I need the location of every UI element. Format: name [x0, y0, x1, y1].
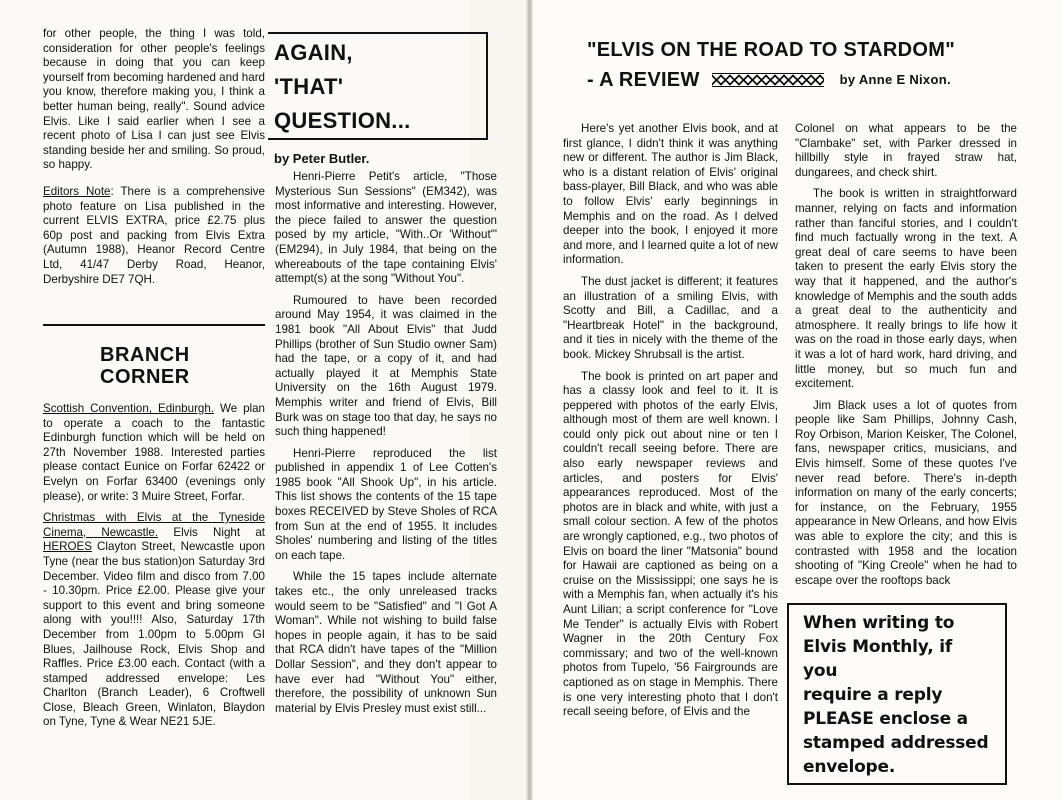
editors-note: [43, 185, 265, 287]
column-review-2: [795, 122, 1017, 595]
paragraph: for other people, the thing I was told, consideration for other people's feelings because in doing that you can keep yourself from becoming hardened and hard you know, therefore making you, I think a better human being, really". Sound advice Elvis. Like I said earlier when I see a recent photo of Lisa I can just see Elvis standing beside her and smiling. So proud, so happy.: [43, 27, 265, 172]
paragraph: Jim Black uses a lot of quotes from people like Sam Phillips, Johnny Cash, Roy Orbison, Marion Keisker, The Colonel, fans, newspaper critics, musicians, and Elvis himself. Some of these quotes I've never read before. There's in-depth information on many of the early concerts; for instance, on the February, 1955 appearance in New Orleans, and how Elvis was able to explore the city; and this is contrasted with 1958 and the location shooting of "King Creole" when he had to escape over the rooftops back: [795, 398, 1017, 587]
zigzag-ornament-icon: [712, 73, 824, 87]
paragraph: Henri-Pierre reproduced the list published in appendix 1 of Lee Cotten's 1985 book "All Shook Up", in his article. This list shows the contents of the 15 tape boxes RECEIVED by Steve Sholes of RCA from Sun at the end of 1955. It includes Sholes' numbering and listing of the titles on each tape.: [275, 446, 497, 562]
scottish-convention-item: [43, 402, 265, 504]
editors-note-text: : There is a comprehensive photo feature on Lisa published in the current ELVIS EXTRA, price £2.75 plus 60p post and packing from Elvis Extra (Autumn 1988), Heanor Record Centre Ltd, 41/47 Derby Road, Heanor, Derbyshire DE7 7QH.: [43, 184, 266, 286]
column-review-1: [563, 122, 778, 727]
reply-notice-text: When writing to Elvis Monthly, if you require a reply PLEASE enclose a stamped addressed envelope.: [803, 613, 989, 777]
again-that-question-title-box: [268, 32, 488, 140]
scottish-heading: Scottish Convention, Edinburgh.: [43, 402, 215, 415]
paragraph: Rumoured to have been recorded around May 1954, it was claimed in the 1981 book "All About Elvis" that Judd Phillips (brother of Sun Studio owner Sam) had the tape, or a copy of it, and had actually played it at Memphis State University on the 16th August 1979. Memphis writer and friend of Elvis, Bill Burk was on stage too that day, he says no such thing happened!: [275, 293, 497, 439]
christmas-text-2: Clayton Street, Newcastle upon Tyne (near the bus station)on Saturday 3rd December. Video film and disco from 7.00 - 10.30pm. Price £2.00. Please give your support to this event and bring someone along with you!!!! Also, Saturday 17th December from 1.00pm to 5.00pm GI Blues, Jailhouse Rock, Elvis Shop and Raffles. Price £3.00 each. Contact (with a stamped addressed envelope: Les Charlton (Branch Leader), 6 Croftwell Close, Bleach Green, Winlaton, Blaydon on Tyne, Tyne & Wear NE21 5JE.: [43, 540, 265, 729]
column-letter-continuation: [43, 27, 265, 294]
review-title-line-1: "ELVIS ON THE ROAD TO STARDOM": [587, 39, 955, 61]
review-label: - A REVIEW: [587, 69, 700, 91]
paragraph: The book is printed on art paper and has a classy look and feel to it. It is peppered with photos of the early Elvis, although most of them are well known. I could only pick out about nine or ten I couldn't recall seeing before. There are also early newspaper reviews and articles, and posters for Elvis' appearances reproduced. Most of the photos are in black and white, with just a small colour section. A few of the photos are wrongly captioned, e.g., two photos of Elvis on board the liner "Matsonia" bound for Hawaii are captioned as being on a cruise on the Mississippi; one says he is with a Memphis fan, when actually it's his Aunt Lilian; a script conference for "Love Me Tender" is actually Elvis with Robert Wagner in the 20th Century Fox commissary; and two of the well-known photos from Tupelo, '56 Fairgrounds are captioned as on stage in Memphis. There is one very interesting photo that I don't recall seeing before, of Elvis and the: [563, 369, 778, 719]
heroes-venue: HEROES: [43, 540, 92, 554]
paragraph: The book is written in straightforward manner, relying on facts and information rather than fanciful stories, and I couldn't find much factually wrong in the text. A great deal of care seems to have been taken to present the early Elvis story the way that it happened, and the author's knowledge of Memphis and the south adds a great deal to the authenticity and atmosphere. It really brings to life how it was on the road in those early days, when it was a lot of hard work, hard driving, and little money, but so much fun and excitement.: [795, 187, 1017, 391]
page-spine: [526, 0, 533, 800]
christmas-heading: Christmas with Elvis at the Tyneside Cinema, Newcastle.: [43, 511, 265, 539]
review-title-line-2: [587, 65, 955, 95]
review-title: [587, 35, 955, 95]
christmas-text-1: Elvis Night at: [158, 525, 265, 539]
scottish-text: We plan to operate a coach to the fantastic Edinburgh function which will be held on 27th November 1988. Interested parties please contact Eunice on Forfar 62422 or Evelyn on Forfar 63400 (evenings only please), or write: 3 Muire Street, Forfar.: [43, 402, 265, 503]
column-branch-corner: [43, 402, 265, 737]
again-that-question-title: AGAIN, 'THAT' QUESTION...: [274, 40, 411, 133]
peter-butler-byline: by Peter Butler.: [274, 151, 370, 166]
section-divider: [43, 324, 265, 326]
christmas-item: [43, 511, 265, 730]
paragraph: The dust jacket is different; it features an illustration of a smiling Elvis, with Scotty and Bill, a Cadillac, and a "Heartbreak Hotel" in the background, and it ties in nicely with the theme of the book. Mickey Shrubsall is the artist.: [563, 274, 778, 361]
paragraph: Colonel on what appears to be the "Clambake" set, with Parker dressed in hillbilly style in frayed straw hat, dungarees, and check shirt.: [795, 122, 1017, 179]
paragraph: Here's yet another Elvis book, and at first glance, I didn't think it was anything new or different. The author is Jim Black, who is a distant relation of Elvis' original bass-player, Bill Black, and who was able to follow Elvis' early beginnings in Memphis and on the road. As I delved deeper into the book, I enjoyed it more and more, and I learned quite a lot of new information.: [563, 122, 778, 267]
column-again-that-question: [275, 170, 497, 723]
anne-nixon-byline: by Anne E Nixon.: [839, 72, 951, 87]
paragraph: Henri-Pierre Petit's article, "Those Mysterious Sun Sessions" (EM342), was most informative and interesting. However, the piece failed to answer the question posed by my article, "With..Or 'Without'" (EM294), in July 1984, that being on the whereabouts of the tape containing Elvis' attempt(s) at the song "Without You".: [275, 170, 497, 286]
reply-notice-box: [787, 603, 1007, 785]
paragraph: While the 15 tapes include alternate takes etc., the only unreleased tracks would seem to be "Satisfied" and "I Got A Woman". While not wishing to build false hopes in people again, it has to be said that RCA didn't have tapes of the "Million Dollar Session", and they don't appear to have ever had "Without You" either, therefore, the possibility of unknown Sun material by Elvis Presley must exist still...: [275, 570, 497, 715]
editors-note-label: Editors Note: [43, 184, 111, 198]
branch-corner-heading: BRANCH CORNER: [100, 344, 190, 388]
